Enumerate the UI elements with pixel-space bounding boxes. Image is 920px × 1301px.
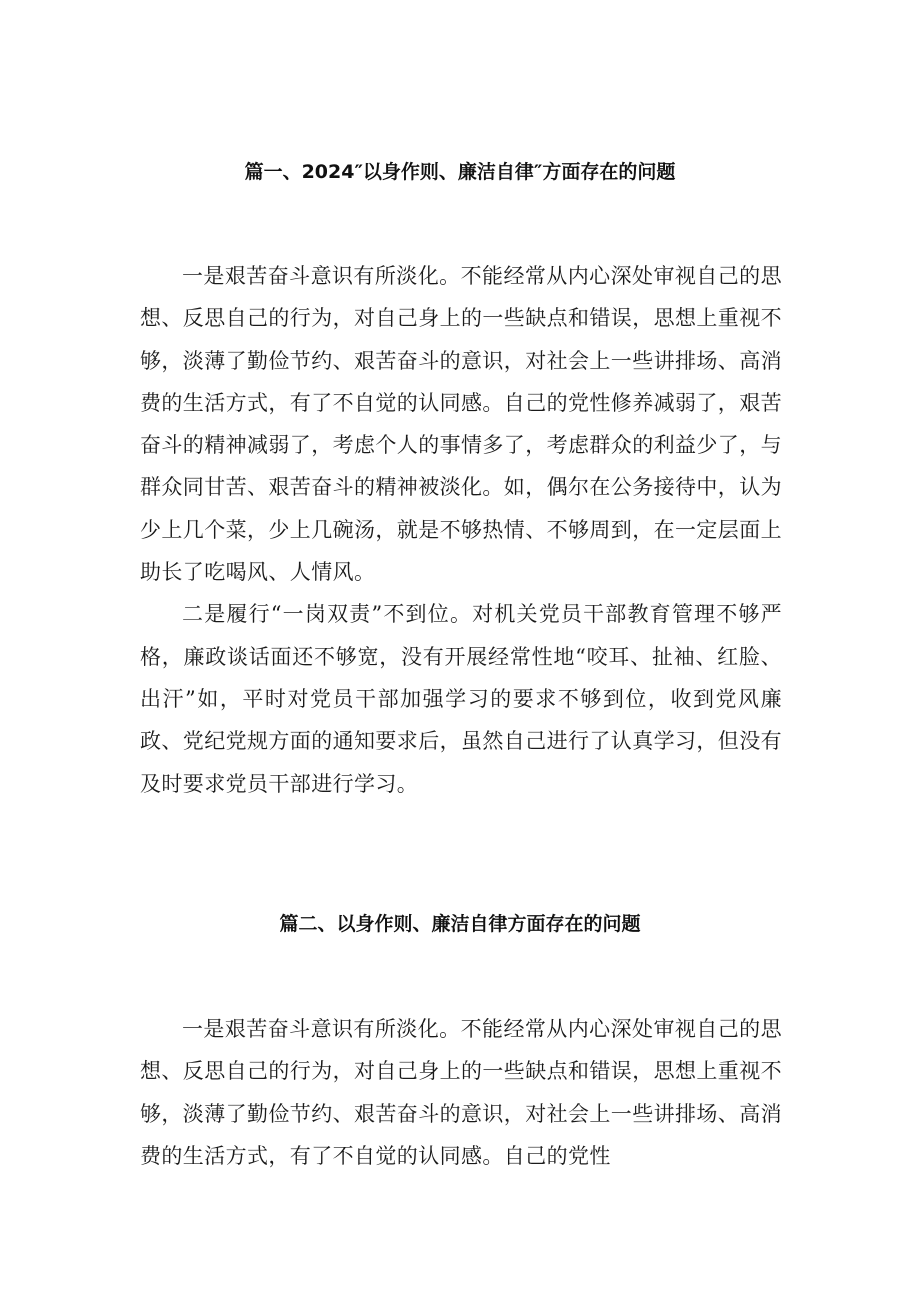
section-1-paragraph-1: 一是艰苦奋斗意识有所淡化。不能经常从内心深处审视自己的思想、反思自己的行为，对自己身上的一些缺点和错误，思想上重视不够，淡薄了勤俭节约、艰苦奋斗的意识，对社会上一些讲排场、高消费的生活方式，有了不自觉的认同感。自己的党性修养减弱了，艰苦奋斗的精神减弱了，考虑个人的事情多了，考虑群众的利益少了，与群众同甘苦、艰苦奋斗的精神被淡化。如，偶尔在公务接待中，认为少上几个菜，少上几碗汤，就是不够热情、不够周到，在一定层面上助长了吃喝风、人情风。 bbox=[140, 264, 782, 585]
section-2-title: 篇二、以身作则、廉洁自律方面存在的问题 bbox=[279, 913, 641, 935]
section-1-paragraph-2: 二是履行“一岗双责”不到位。对机关党员干部教育管理不够严格，廉政谈话面还不够宽，没有开展经常性地“咬耳、扯袖、红脸、出汗”如，平时对党员干部加强学习的要求不够到位，收到党风廉政、党纪党规方面的通知要求后，虽然自己进行了认真学习，但没有及时要求党员干部进行学习。 bbox=[140, 602, 782, 796]
section-1-title: 篇一、2024″以身作则、廉洁自律″方面存在的问题 bbox=[244, 161, 676, 183]
section-2-body bbox=[140, 1008, 782, 1188]
section-1-body bbox=[140, 255, 782, 805]
section-2-paragraph-1: 一是艰苦奋斗意识有所淡化。不能经常从内心深处审视自己的思想、反思自己的行为，对自己身上的一些缺点和错误，思想上重视不够，淡薄了勤俭节约、艰苦奋斗的意识，对社会上一些讲排场、高消费的生活方式，有了不自觉的认同感。自己的党性 bbox=[140, 1017, 782, 1168]
